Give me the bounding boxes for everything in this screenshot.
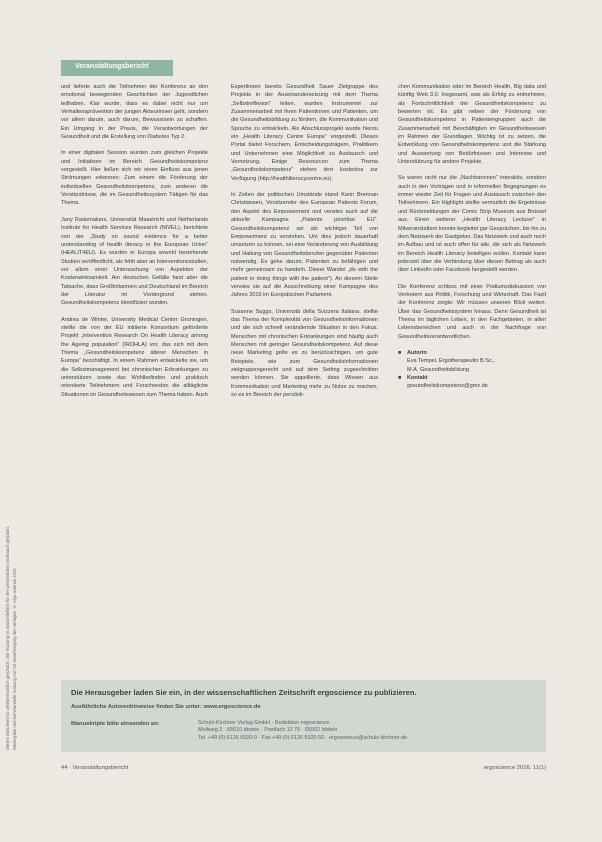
contact-label: Kontakt — [407, 375, 428, 381]
author-label: Autorin — [407, 349, 427, 356]
submission-label: Manuskripte bitte einsenden an: — [71, 721, 160, 727]
side-text-line: Weitergabe und kommerzielle Nutzung nur mit Genehmigung des Verlages. © ergo science 2016 — [12, 568, 17, 750]
section-header-bar — [61, 60, 173, 76]
author-row — [398, 349, 546, 357]
paragraph: Andrea de Winter, University Medical Center Groningen, stellte die von der EU initiierte Konsortium geförderte Projekt „Intervention Research On Health Literacy among the Ageing population“ (IROHLA) vor, das sich mit dem Thema „Gesundheitskompetenz älterer Menschen in Europa“ beschäftigt. In einem Rahmen entwickelte sie, um die Selbstmanagement bei chronischen Erkrankungen zu unterstützen sowie das Wohlbefinden und praktisch orientierte Teilnehmern und Forschenden die alltägliche Situationen im Gesundheitswesen zum Thema haben. Auch — [61, 316, 208, 398]
paragraph: In einer digitalen Session wurden zum gleichen Projekte und Initiativen im Bereich Gesundheitskompetenz vorgestellt. Hier ließen sich wir einen Einfluss aus jenen Strömungen erkennen: Zum einem die Förderung der individuellen Gesundheitskompetenz, zum anderen die Verständnisse, die im Gesundheitssystem Tätigen für das Thema. — [61, 150, 208, 207]
address-line: Schulz-Kirchner Verlag GmbH · Redaktion ergoscience — [198, 720, 330, 726]
column-right — [398, 83, 546, 671]
author-contact-block — [398, 349, 546, 391]
paragraph: So waren nicht nur die „Nachbarinnen“ interaktiv, sondern auch in den Vorträgen und in informellen Begegnungen es immer wieder Zeit für Fragen und Austausch zwischen den Teilnehmern. Ein Highlight stellte vermutlich die Ergebnisse und Rückmeldungen der Comic Strip Museum aus Brüssel aus. Einen weiterer „Health Literacy Lecturer“ in Mitveranstaltern konnte begleitet gar Gesprächen, bis hin zu dem Netzwerk der Gastgeber. Das Netzwerk und auch noch im Aufbau und ist auch offen für alle, die sich als Netzwerk im Bereich Health Literacy beteiligen wollen. Kontakt kann jederzeit über die Verbindung über diesen Beitrag als auch über LinkedIn oder Facebook hergestellt werden. — [398, 175, 546, 274]
paragraph: Expertinnen bereits Gesundheit Sauer Zielgruppe des Projekts in der Auseinandersetzung mit dem Thema „Selbstreflexion“ leiten, wurden Instrumente zur Zusammenarbeit mit ihren Patientinnen und Patienten, um die Gesundheitsbildung zu fördern, die Kommunikation und Sprache zu entwickeln. Als Abschlussprojekt wurde hierzu ein „Health Literacy Centre Europe“ vorgestellt. Dieses Portal bietet Forschern, Entscheidungsträgern, Praktikern und Unternehmen eine Möglichkeit zu Austausch und Vernetzung. Einige Ressourcen zum Thema „Gesundheitskompetenz“ stehen dort kostenlos zur Verfügung (http://healthliteracycentre.eu). — [231, 84, 378, 182]
contact-row — [398, 374, 546, 382]
banner-subtitle: Ausführliche Autorenhinweise finden Sie unter: www.ergoscience.de — [71, 704, 261, 710]
author-line: Eva Tempel, Ergotherapeutin B.Sc., — [407, 358, 495, 365]
square-bullet-icon: ■ — [398, 375, 402, 381]
side-text-line: Dieses Dokument ist urheberrechtlich geschützt. Die Nutzung ist ausschließlich für den persönlichen Gebrauch gestattet. — [5, 526, 10, 750]
author-line: M.A. Gesundheitsbildung — [407, 366, 469, 373]
square-bullet-icon: ■ — [398, 349, 402, 356]
paragraph: Susanne Suggs, Università della Svizzera Italiana, stellte das Thema der Komplexität von Gesundheitsinformationen und die sich schnell verändernde Situation in den Fokus. Menschen mit chronischen Erkrankungen sind häufig auch Menschen mit geringer Gesundheitskompetenz. Auf diese neue Marketing gelte es zu berücksichtigen, um gute Beispiele, wie zum Gesundheitsinformationen zielgruppengerecht und auf dem Setting zugeschnitten werden können. Sie appellierte, dass Wissen aus Kommunikation und Marketing mehr zu Nutze zu machen, so es im Bereich der persönli- — [231, 308, 378, 399]
footer-journal-issue: ergoscience 2016, 11(1) — [483, 765, 546, 771]
paragraph: und lieferte auch die Teilnehmer der Konferenz an den emotional bewegenden Geschichten der Jugendlichen teilhaben. Klar wurde, dass es dabei nicht nur um Verhaltensprävention der jungen Akteurinnen geht, sondern vor allem darum, auch darum, Bewusstsein zu schaffen. Ein Umgang in der Praxis, die Verantwortungen der Gesundheit und die Erstellung von Diabetes Typ 2. — [61, 84, 208, 141]
address-line: Mollweg 2 · 65510 Idstein · Postfach 12 75 · 65502 Idstein — [198, 727, 338, 734]
submission-address — [198, 720, 538, 742]
paragraph: In Zeiten der politischen Umstände stand Karin Brennan Christiansen, Vorsitzender des European Patients Forum, den Aspekt des Empowerment und verwies auch auf die aktuelle Kampagne „Patients prioritise EU“. Gesundheitskompetenz sei als wichtiger Teil von Empowerment zu verstehen. Um dies jedoch dauerhaft umsetzen zu können, sei eine Veränderung von Ausbildung und Haltung von Gesundheitsberufen gegenüber Patienten notwendig. Es gehe darum, Patienten zu befähigen und mehr gemeinsam zu handeln. Dieser Wandel „do with the patient to doing things with the patient“). An diesem Stelle verwies sie auf die Ausschreibung einer Kampagne des Jahres 2016 im Europäischen Parlament. — [231, 192, 378, 299]
column-left — [61, 83, 208, 671]
side-copyright-text — [4, 110, 18, 750]
section-label: Veranstaltungsbericht — [75, 63, 149, 70]
publisher-invitation-banner — [61, 680, 546, 752]
column-middle — [231, 83, 378, 671]
footer-page-section: 44 · Veranstaltungsbericht — [61, 765, 129, 771]
address-line: Tel. +49 (0) 6126 9320-0 · Fax +49 (0) 6126 9320-50 · ergoscience@schulz-kirchner.de — [198, 734, 407, 741]
paragraph: chen Kommunikation oder im Bereich Health, Big data und künftig Web 3.0. Insgesamt, was als Erfolg zu entnehmen, als Fortschrittlichkeit der Gesundheitskompetenz zu bewerten ist. Es gibt neben der Förderung von Gesundheitskompetenz in Patientengruppen auch die Zusammenarbeit mit Beschäftigten im Gesundheitswesen im Rahmen der Grundlagen. Wichtig ist zu setzen, die Entwicklung von Gesundheitskompetenz und die Stärkung und Auswertung von Bedürfnissen und Interesse und Unterstützung für andere Projekte. — [398, 84, 546, 166]
paragraph: Jany Rademakers, Universität Maastricht und Netherlands Institute for Health Services Research (NIVEL), berichtete von der „Study on sound evidence for a better understanding of health literacy in the European Union“ (HEALIT4EU). Es wurden in Europa sowohl bestehende Studien veröffentlicht, als fehlt aber an Interventionsstudien, vor allem einer Untersuchung von Aspekten der Kostenwirksamkeit. Am deutschen Gefälle fand aber die Tatsache, dass Großbritannien und Deutschland im Bereich der Literatur im Vordergrund stehen. Gesundheitskompetenz identifiziert wurden. — [61, 216, 208, 307]
contact-email[interactable]: gesundheitskompetenz@gmx.de — [407, 383, 488, 390]
banner-title: Die Herausgeber laden Sie ein, in der wissenschaftlichen Zeitschrift ergoscience zu publizieren. — [71, 688, 417, 697]
paragraph: Die Konferenz schloss mit einer Podiumsdiskussion von Vertretern aus Politik, Forschung und Wirtschaft. Das Fazit der Konferenz zeigte: Wir müssen unseren Blick weiten. Über das Gesundheitssystem hinaus. Denn Gesundheit ist Thema im täglichen Leben, in den Fachgebieten, in allen Lebensbereichen und auch in der Nachfrage von Gesundheitsverantwortlichen. — [398, 283, 546, 340]
